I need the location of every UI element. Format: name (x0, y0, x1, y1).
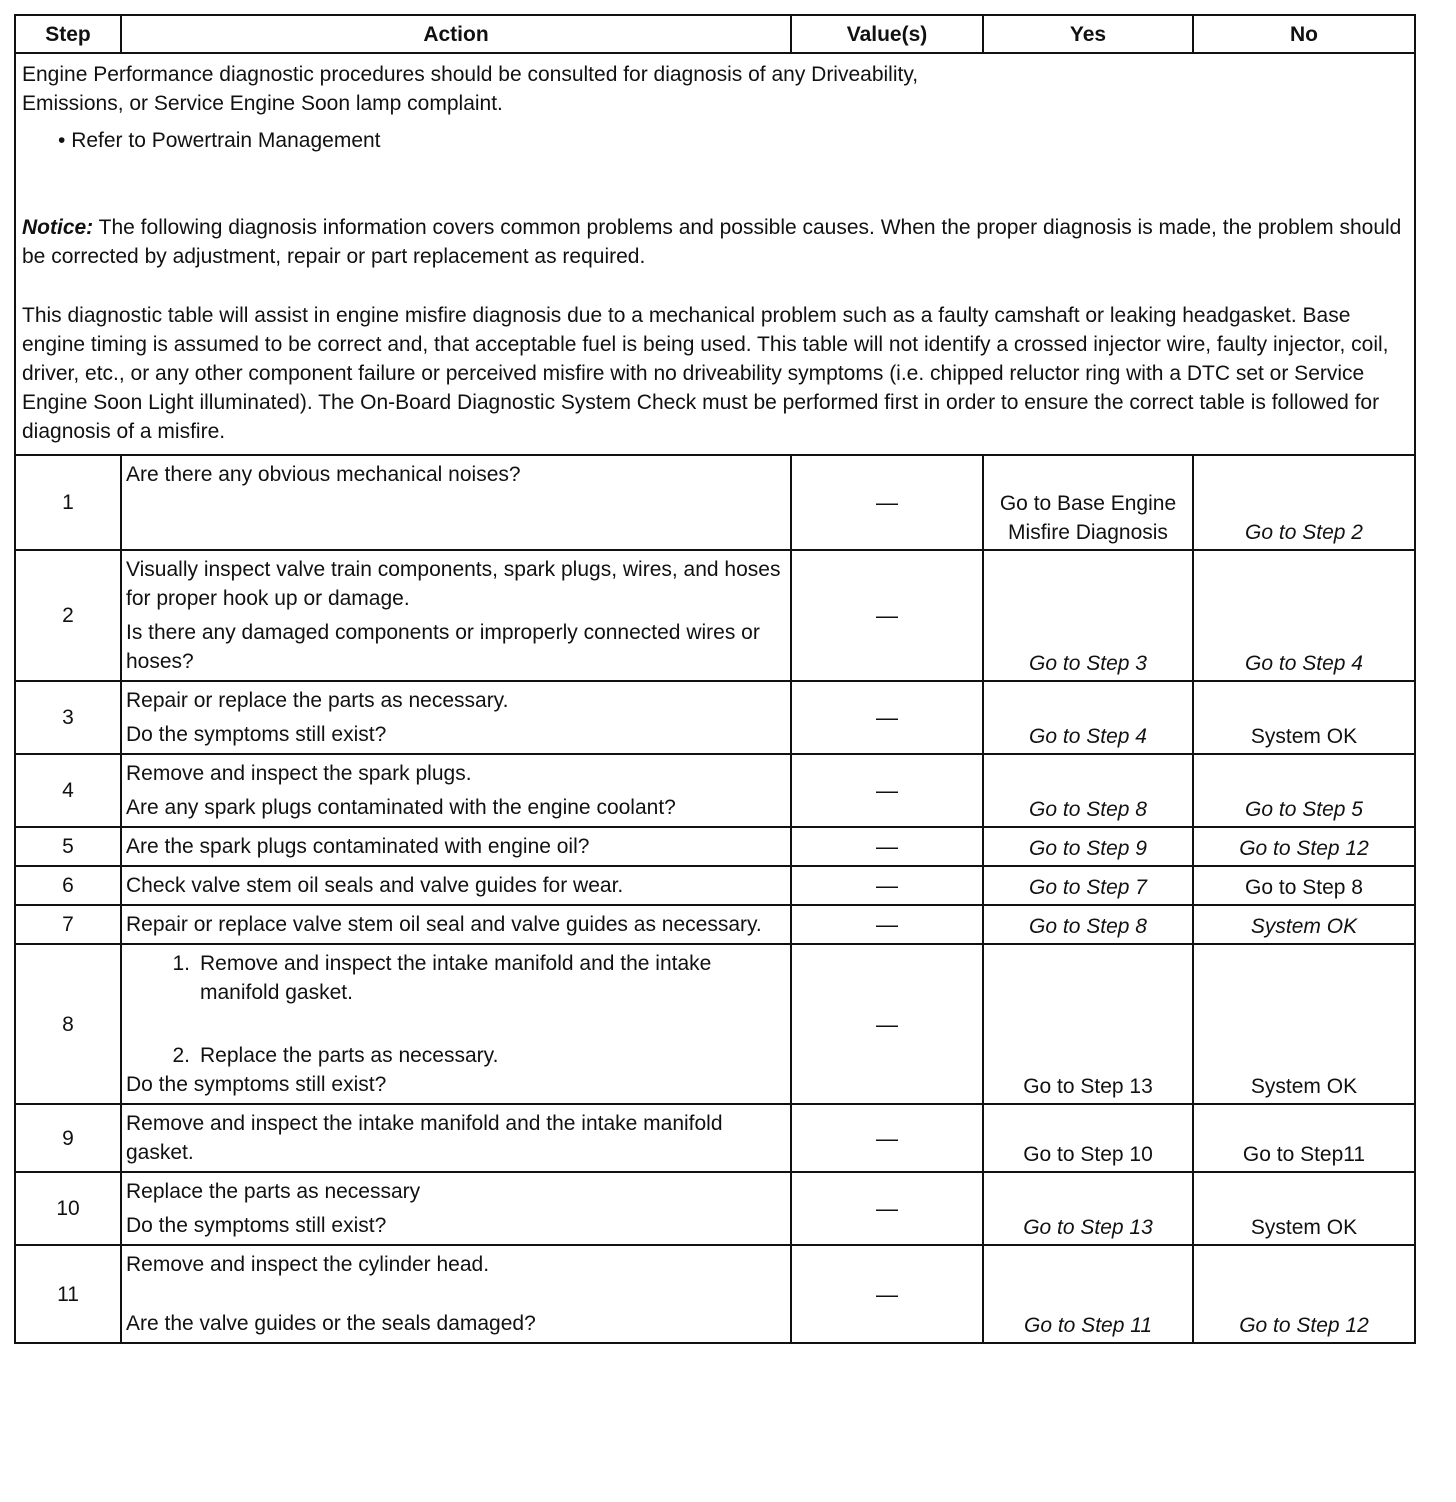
step-number: 3 (15, 681, 121, 754)
intro-cell (15, 53, 1415, 455)
action-line: Repair or replace valve stem oil seal and valve guides as necessary. (126, 913, 762, 936)
step-row-10 (15, 1172, 1415, 1245)
step-action (121, 866, 791, 905)
step-yes-result: Go to Step 11 (983, 1245, 1193, 1343)
step-no-result: Go to Step 12 (1193, 1245, 1415, 1343)
action-line: Visually inspect valve train components, spark plugs, wires, and hoses for proper hook up or damage. (126, 558, 781, 610)
action-line: Remove and inspect the cylinder head. (126, 1253, 490, 1276)
sub-step-number: 2. (172, 1044, 190, 1067)
step-value: — (791, 866, 983, 905)
action-gap (126, 489, 784, 545)
step-number: 2 (15, 550, 121, 681)
step-action (121, 550, 791, 681)
step-value: — (791, 754, 983, 827)
sub-step-number: 1. (172, 952, 190, 975)
step-no-result: Go to Step 5 (1193, 754, 1415, 827)
step-action (121, 1172, 791, 1245)
action-line: Repair or replace the parts as necessary. (126, 689, 509, 712)
step-value: — (791, 1104, 983, 1172)
step-yes-result: Go to Step 7 (983, 866, 1193, 905)
step-yes-result: Go to Step 8 (983, 754, 1193, 827)
step-row-3 (15, 681, 1415, 754)
step-number: 10 (15, 1172, 121, 1245)
step-action (121, 754, 791, 827)
step-value: — (791, 1172, 983, 1245)
step-number: 9 (15, 1104, 121, 1172)
step-action (121, 1104, 791, 1172)
step-yes-result: Go to Step 13 (983, 944, 1193, 1104)
sub-step-text: Replace the parts as necessary. (200, 1044, 499, 1067)
intro-gap (22, 155, 1406, 213)
step-yes-result: Go to Step 8 (983, 905, 1193, 944)
step-question: Do the symptoms still exist? (126, 1073, 387, 1096)
notice-label: Notice: (22, 216, 94, 239)
action-line: Do the symptoms still exist? (126, 1214, 387, 1237)
notice-text: The following diagnosis information covers common problems and possible causes. When the proper diagnosis is made, the problem should be corrected by adjustment, repair or part replacement as required. (22, 216, 1402, 268)
step-action (121, 681, 791, 754)
step-value: — (791, 550, 983, 681)
step-value: — (791, 681, 983, 754)
step-row-4 (15, 754, 1415, 827)
step-no-result: Go to Step11 (1193, 1104, 1415, 1172)
step-row-11 (15, 1245, 1415, 1343)
header-action: Action (121, 15, 791, 53)
step-action (121, 827, 791, 866)
step-no-result: Go to Step 8 (1193, 866, 1415, 905)
step-row-2 (15, 550, 1415, 681)
action-line: Are any spark plugs contaminated with the engine coolant? (126, 796, 676, 819)
step-number: 11 (15, 1245, 121, 1343)
step-value: — (791, 1245, 983, 1343)
diagnostic-table (14, 14, 1416, 1344)
header-yes: Yes (983, 15, 1193, 53)
step-yes-result: Go to Step 9 (983, 827, 1193, 866)
step-no-result: System OK (1193, 1172, 1415, 1245)
step-yes-result: Go to Step 13 (983, 1172, 1193, 1245)
step-action (121, 1245, 791, 1343)
step-no-result: Go to Step 12 (1193, 827, 1415, 866)
action-line: Are the spark plugs contaminated with engine oil? (126, 835, 590, 858)
sub-step (126, 1041, 784, 1070)
step-no-result: System OK (1193, 944, 1415, 1104)
step-no-result: Go to Step 2 (1193, 455, 1415, 550)
step-yes-result: Go to Step 4 (983, 681, 1193, 754)
step-row-6 (15, 866, 1415, 905)
step-row-1 (15, 455, 1415, 550)
action-line: Remove and inspect the spark plugs. (126, 762, 472, 785)
header-step: Step (15, 15, 121, 53)
sub-step (126, 949, 784, 1007)
step-number: 5 (15, 827, 121, 866)
action-line: Is there any damaged components or improperly connected wires or hoses? (126, 621, 760, 673)
step-action (121, 905, 791, 944)
step-no-result: Go to Step 4 (1193, 550, 1415, 681)
action-line: Check valve stem oil seals and valve guides for wear. (126, 874, 624, 897)
action-line: Replace the parts as necessary (126, 1180, 421, 1203)
intro-paragraph: This diagnostic table will assist in engine misfire diagnosis due to a mechanical problem such as a faulty camshaft or leaking headgasket. Base engine timing is assumed to be correct and, that acceptable fuel is being used. This table will not identify a crossed injector wire, faulty injector, coil, driver, etc., or any other component failure or perceived misfire with no driveability symptoms (i.e. chipped reluctor ring with a DTC set or Service Engine Soon Light illuminated). The On-Board Diagnostic System Check must be performed first in order to ensure the correct table is followed for diagnosis of a misfire. (22, 304, 1389, 443)
step-number: 4 (15, 754, 121, 827)
notice-paragraph (22, 213, 1406, 271)
step-row-7 (15, 905, 1415, 944)
step-number: 6 (15, 866, 121, 905)
step-number: 7 (15, 905, 121, 944)
step-yes-result: Go to Step 3 (983, 550, 1193, 681)
step-value: — (791, 944, 983, 1104)
step-row-5 (15, 827, 1415, 866)
intro-line: Engine Performance diagnostic procedures should be consulted for diagnosis of any Driveability, Emissions, or Service Engine Soon lamp complaint. (22, 63, 919, 115)
step-yes-result: Go to Step 10 (983, 1104, 1193, 1172)
step-action (121, 944, 791, 1104)
intro-gap-2 (22, 271, 1406, 301)
step-yes-result: Go to Base Engine Misfire Diagnosis (983, 455, 1193, 550)
header-values: Value(s) (791, 15, 983, 53)
step-action (121, 455, 791, 550)
step-value: — (791, 827, 983, 866)
step-value: — (791, 905, 983, 944)
action-line: Do the symptoms still exist? (126, 723, 387, 746)
step-row-8 (15, 944, 1415, 1104)
header-no: No (1193, 15, 1415, 53)
step-no-result: System OK (1193, 681, 1415, 754)
sub-step-text: Remove and inspect the intake manifold and the intake manifold gasket. (200, 952, 712, 1004)
action-line: Are the valve guides or the seals damaged? (126, 1312, 536, 1335)
intro-row (15, 53, 1415, 455)
step-row-9 (15, 1104, 1415, 1172)
intro-bullet: • Refer to Powertrain Management (58, 129, 381, 152)
step-number: 8 (15, 944, 121, 1104)
action-line: Remove and inspect the intake manifold and the intake manifold gasket. (126, 1112, 723, 1164)
step-number: 1 (15, 455, 121, 550)
diagnostic-table-sheet (14, 14, 1414, 1344)
step-value: — (791, 455, 983, 550)
sub-step-gap (126, 1007, 784, 1041)
intro-bullet-text: Refer to Powertrain Management (71, 129, 381, 152)
action-line: Are there any obvious mechanical noises? (126, 463, 521, 486)
header-row (15, 15, 1415, 53)
action-gap (126, 1279, 784, 1309)
step-no-result: System OK (1193, 905, 1415, 944)
